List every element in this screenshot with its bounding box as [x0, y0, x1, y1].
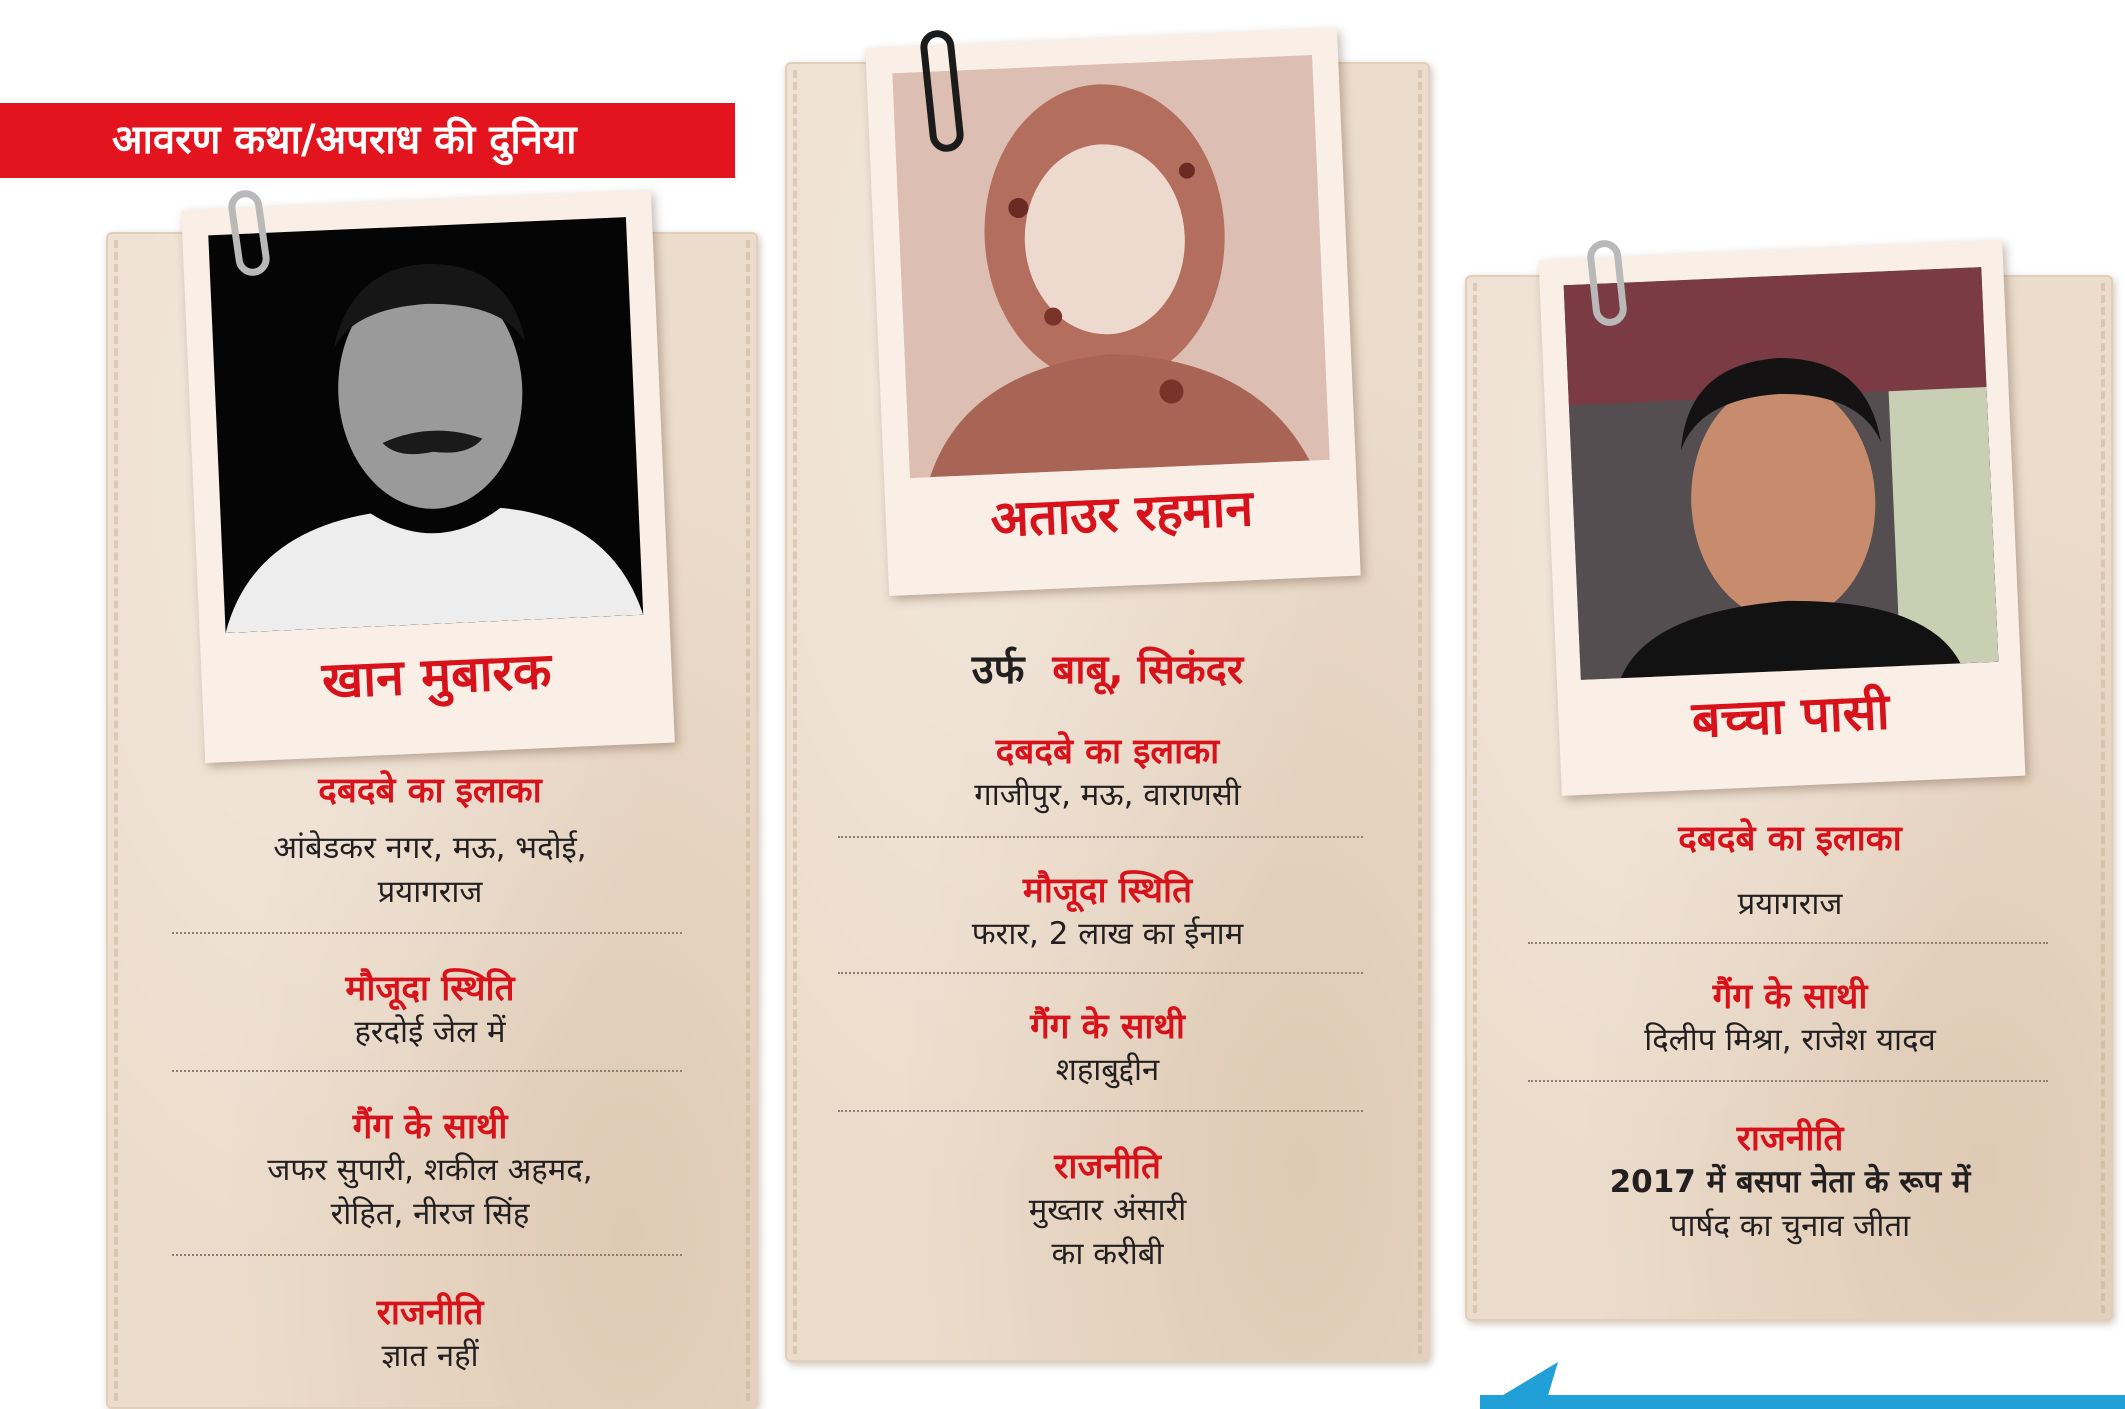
area-value: गाजीपुर, मऊ, वाराणसी	[974, 777, 1241, 813]
portrait-silhouette-icon	[208, 217, 643, 633]
divider	[838, 1110, 1363, 1112]
politics-section	[150, 1292, 710, 1378]
politics-heading: राजनीति	[1736, 1119, 1844, 1159]
politics-value-line-2: का करीबी	[1051, 1236, 1164, 1272]
gang-heading: गैंग के साथी	[1712, 977, 1868, 1017]
decorative-triangle-icon	[1480, 1362, 1560, 1409]
gang-section	[150, 1106, 710, 1236]
alias-names: बाबू, सिकंदर	[1052, 647, 1244, 693]
area-section	[150, 770, 710, 914]
politics-value-line-1: 2017 में बसपा नेता के रूप में	[1609, 1164, 1971, 1200]
area-value-line-1: आंबेडकर नगर, मऊ, भदोई,	[273, 830, 587, 866]
gang-section	[820, 1006, 1395, 1092]
politics-section	[1505, 1118, 2075, 1248]
gang-value: दिलीप मिश्रा, राजेश यादव	[1644, 1022, 1936, 1058]
divider	[1528, 1080, 2048, 1082]
gang-section	[1505, 976, 2075, 1062]
divider	[1528, 942, 2048, 944]
divider	[838, 836, 1363, 838]
gang-value-line-1: जफर सुपारी, शकील अहमद,	[267, 1152, 593, 1188]
area-heading: दबदबे का इलाका	[1678, 819, 1902, 859]
portrait-photo	[208, 217, 643, 633]
area-section	[1505, 818, 2075, 926]
politics-heading: राजनीति	[1054, 1147, 1161, 1187]
portrait-silhouette-icon	[1564, 267, 1999, 680]
decorative-accent	[1480, 1395, 2125, 1409]
status-section	[820, 870, 1395, 956]
divider	[172, 932, 682, 934]
politics-value-line-2: पार्षद का चुनाव जीता	[1669, 1208, 1911, 1244]
politics-value: ज्ञात नहीं	[381, 1338, 479, 1374]
status-value: फरार, 2 लाख का ईनाम	[971, 916, 1244, 952]
status-heading: मौजूदा स्थिति	[345, 969, 515, 1009]
alias-prefix: उर्फ	[971, 647, 1025, 693]
divider	[838, 972, 1363, 974]
status-value: हरदोई जेल में	[354, 1014, 506, 1050]
area-value: प्रयागराज	[1737, 886, 1843, 922]
gang-heading: गैंग के साथी	[352, 1107, 508, 1147]
alias-line	[785, 640, 1430, 695]
gang-value: शहाबुद्दीन	[1055, 1052, 1160, 1088]
profile-name: अताउर रहमान	[989, 479, 1255, 549]
profile-name: खान मुबारक	[320, 641, 553, 710]
profile-name: बच्चा पासी	[1690, 682, 1891, 750]
politics-heading: राजनीति	[376, 1293, 484, 1333]
gang-heading: गैंग के साथी	[1030, 1007, 1185, 1047]
status-section	[150, 968, 710, 1054]
portrait-photo	[1564, 267, 1999, 680]
area-section	[820, 731, 1395, 817]
area-heading: दबदबे का इलाका	[318, 771, 542, 811]
area-heading: दबदबे का इलाका	[995, 732, 1220, 772]
divider	[172, 1070, 682, 1072]
politics-value-line-1: मुख्तार अंसारी	[1028, 1192, 1187, 1228]
politics-section	[820, 1146, 1395, 1276]
section-banner: आवरण कथा/अपराध की दुनिया	[0, 103, 735, 178]
area-value-line-2: प्रयागराज	[377, 874, 483, 910]
status-heading: मौजूदा स्थिति	[1022, 871, 1193, 911]
divider	[172, 1254, 682, 1256]
gang-value-line-2: रोहित, नीरज सिंह	[330, 1196, 530, 1232]
profile-photo-frame-1	[181, 190, 675, 763]
